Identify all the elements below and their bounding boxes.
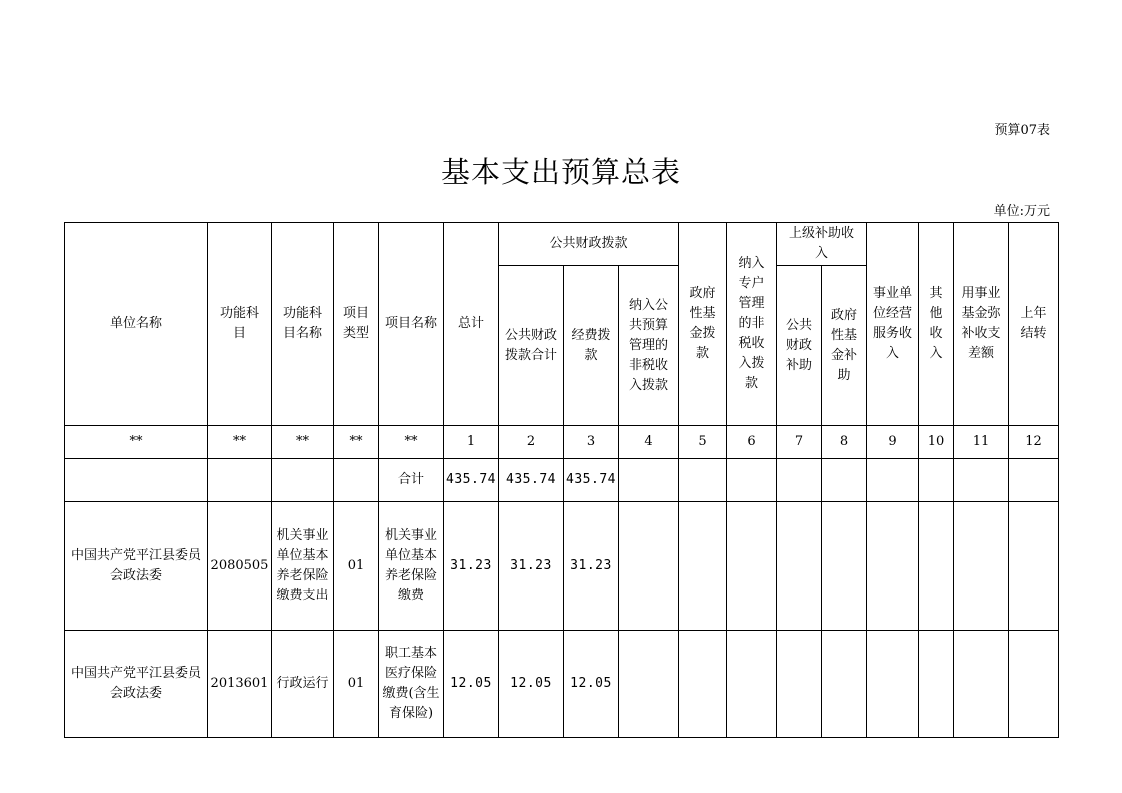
function-code-cell: 2080505 [208, 502, 272, 631]
unit-label: 单位:万元 [993, 204, 1050, 219]
empty-cell [954, 502, 1009, 631]
summary-funds: 435.74 [564, 459, 619, 502]
index-cell: ** [334, 426, 379, 459]
empty-cell [777, 631, 822, 738]
unit-name-cell: 中国共产党平江县委员会政法委 [65, 502, 208, 631]
empty-cell [867, 459, 919, 502]
empty-cell [777, 459, 822, 502]
funds-cell: 31.23 [564, 502, 619, 631]
budget-table [64, 222, 1059, 738]
empty-cell [777, 502, 822, 631]
header-public-subsidy: 公共财政补助 [777, 266, 822, 426]
empty-cell [619, 631, 679, 738]
header-project-type: 项目类型 [334, 223, 379, 426]
header-public-fiscal: 公共财政拨款 [499, 223, 679, 266]
header-unit-name: 单位名称 [65, 223, 208, 426]
project-type-cell: 01 [334, 502, 379, 631]
index-cell: ** [379, 426, 444, 459]
header-nontax-public: 纳入公共预算管理的非税收入拨款 [619, 266, 679, 426]
total-cell: 12.05 [444, 631, 499, 738]
index-cell: 2 [499, 426, 564, 459]
empty-cell [1009, 631, 1059, 738]
empty-cell [619, 459, 679, 502]
empty-cell [867, 502, 919, 631]
project-name-cell: 机关事业单位基本养老保险缴费 [379, 502, 444, 631]
header-public-fiscal-total: 公共财政拨款合计 [499, 266, 564, 426]
empty-cell [919, 459, 954, 502]
summary-row [65, 459, 1059, 502]
header-gov-fund-subsidy: 政府性基金补助 [822, 266, 867, 426]
empty-cell [954, 459, 1009, 502]
header-total: 总计 [444, 223, 499, 426]
function-name-cell: 机关事业单位基本养老保险缴费支出 [272, 502, 334, 631]
empty-cell [1009, 459, 1059, 502]
index-cell: 4 [619, 426, 679, 459]
empty-cell [727, 631, 777, 738]
index-cell: 10 [919, 426, 954, 459]
page-title: 基本支出预算总表 [440, 155, 681, 189]
public-fiscal-total-cell: 12.05 [499, 631, 564, 738]
empty-cell [727, 502, 777, 631]
empty-cell [822, 631, 867, 738]
summary-label: 合计 [379, 459, 444, 502]
index-cell: 12 [1009, 426, 1059, 459]
index-cell: 11 [954, 426, 1009, 459]
header-fund-offset: 用事业基金弥补收支差额 [954, 223, 1009, 426]
summary-total: 435.74 [444, 459, 499, 502]
header-function-code: 功能科目 [208, 223, 272, 426]
funds-cell: 12.05 [564, 631, 619, 738]
empty-cell [919, 631, 954, 738]
empty-cell [679, 459, 727, 502]
header-function-name: 功能科目名称 [272, 223, 334, 426]
index-cell: 6 [727, 426, 777, 459]
project-name-cell: 职工基本医疗保险缴费(含生育保险) [379, 631, 444, 738]
header-business-income: 事业单位经营服务收入 [867, 223, 919, 426]
empty-cell [727, 459, 777, 502]
empty-cell [867, 631, 919, 738]
empty-cell [919, 502, 954, 631]
header-gov-fund: 政府性基金拨款 [679, 223, 727, 426]
index-cell: 9 [867, 426, 919, 459]
empty-cell [1009, 502, 1059, 631]
empty-cell [272, 459, 334, 502]
header-project-name: 项目名称 [379, 223, 444, 426]
index-cell: 7 [777, 426, 822, 459]
header-special-nontax: 纳入专户管理的非税收入拨款 [727, 223, 777, 426]
index-row [65, 426, 1059, 459]
table-row [65, 502, 1059, 631]
empty-cell [334, 459, 379, 502]
total-cell: 31.23 [444, 502, 499, 631]
header-superior-subsidy: 上级补助收入 [777, 223, 867, 266]
index-cell: 3 [564, 426, 619, 459]
summary-public-fiscal-total: 435.74 [499, 459, 564, 502]
index-cell: ** [208, 426, 272, 459]
index-cell: ** [65, 426, 208, 459]
public-fiscal-total-cell: 31.23 [499, 502, 564, 631]
empty-cell [619, 502, 679, 631]
empty-cell [954, 631, 1009, 738]
index-cell: 1 [444, 426, 499, 459]
empty-cell [65, 459, 208, 502]
function-code-cell: 2013601 [208, 631, 272, 738]
empty-cell [822, 459, 867, 502]
empty-cell [822, 502, 867, 631]
header-funds: 经费拨款 [564, 266, 619, 426]
index-cell: ** [272, 426, 334, 459]
header-other-income: 其他收入 [919, 223, 954, 426]
empty-cell [679, 502, 727, 631]
function-name-cell: 行政运行 [272, 631, 334, 738]
form-code: 预算07表 [994, 123, 1050, 138]
header-row-1 [65, 223, 1059, 266]
project-type-cell: 01 [334, 631, 379, 738]
index-cell: 8 [822, 426, 867, 459]
header-carryover: 上年结转 [1009, 223, 1059, 426]
unit-name-cell: 中国共产党平江县委员会政法委 [65, 631, 208, 738]
empty-cell [679, 631, 727, 738]
table-row [65, 631, 1059, 738]
empty-cell [208, 459, 272, 502]
index-cell: 5 [679, 426, 727, 459]
